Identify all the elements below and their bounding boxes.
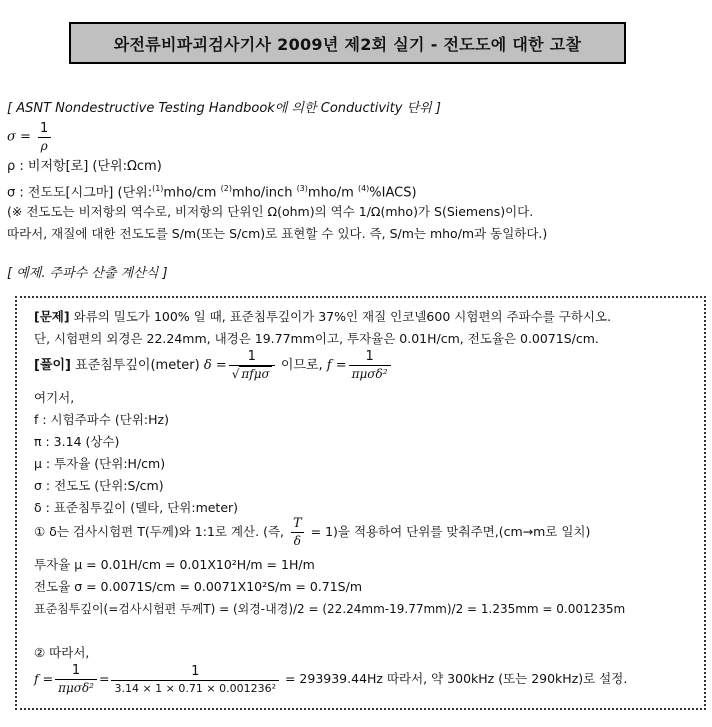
delta-radicand: πfμσ — [241, 367, 270, 381]
delta-fraction — [229, 350, 275, 380]
final-result: = 293939.44Hz 따라서, 약 300kHz (또는 290kHz)로 설정. — [281, 670, 628, 686]
sigma-conversion: 전도율 σ = 0.0071S/cm = 0.0071X10²S/m = 0.71S/m — [34, 579, 363, 594]
solution-mid: 이므로, — [276, 357, 327, 373]
step1-text-a: ① δ는 검사시험편 T(두께)와 1:1로 계산. (즉, — [34, 523, 288, 539]
unit-2: mho/inch — [231, 185, 297, 201]
sigma-definition — [7, 180, 417, 202]
f-fraction — [349, 350, 391, 380]
step1-fraction — [290, 517, 305, 547]
where-label: 여기서, — [34, 390, 75, 405]
sigma-prefix: σ : 전도도[시그마] (단위: — [7, 185, 153, 201]
section1-heading: [ ASNT Nondestructive Testing Handbook에 의한 Conductivity 단위 ] — [7, 101, 441, 116]
page-title: 와전류비파괴검사기사 2009년 제2회 실기 - 전도도에 대한 고찰 — [113, 34, 582, 54]
unit-mark-1: (1) — [152, 184, 164, 193]
unit-mark-3: (3) — [296, 184, 308, 193]
note-line-1: (※ 전도도는 비저항의 역수로, 비저항의 단위인 Ω(ohm)의 역수 1/Ω(mho)가 S(Siemens)이다. — [7, 204, 534, 219]
final-equals: = — [99, 670, 110, 686]
f-numerator: 1 — [365, 349, 374, 364]
def-sigma: σ : 전도도 (단위:S/cm) — [34, 478, 164, 493]
example-box — [15, 296, 706, 710]
def-mu: μ : 투자율 (단위:H/cm) — [34, 456, 166, 471]
final-numerator-1: 1 — [71, 663, 81, 678]
formula-denominator: ρ — [38, 137, 51, 152]
mu-conversion: 투자율 μ = 0.01H/cm = 0.01X10²H/m = 1H/m — [34, 557, 315, 572]
delta-lhs: δ = — [203, 357, 227, 373]
delta-denominator: √ πfμσ — [229, 365, 275, 380]
unit-4: %IACS) — [369, 185, 417, 201]
step1-denominator: δ — [291, 532, 304, 547]
final-denominator-2: 3.14 × 1 × 0.71 × 0.001236² — [111, 680, 279, 694]
problem-line-2: 단, 시험편의 외경은 22.24mm, 내경은 19.77mm이고, 투자율은 0.01H/cm, 전도율은 0.0071S/cm. — [34, 331, 599, 346]
def-delta: δ : 표준침투깊이 (델타, 단위:meter) — [34, 500, 239, 515]
step2-label: ② 따라서, — [34, 645, 90, 660]
depth-calculation: 표준침투깊이(=검사시험편 두께T) = (외경-내경)/2 = (22.24mm-19.77mm)/2 = 1.235mm = 0.001235m — [34, 602, 626, 616]
f-denominator: πμσδ² — [349, 365, 391, 380]
note-line-2: 따라서, 재질에 대한 전도도를 S/m(또는 S/cm)로 표현할 수 있다. 즉, S/m는 mho/m과 동일하다.) — [7, 226, 548, 241]
unit-mark-2: (2) — [220, 184, 232, 193]
solution-label: [풀이] — [34, 357, 71, 373]
rho-definition: ρ : 비저항[로] (단위:Ωcm) — [7, 159, 162, 174]
problem-text: 와류의 밀도가 100% 일 때, 표준침투깊이가 37%인 재질 인코넬600 시험편의 주파수를 구하시오. — [69, 309, 612, 324]
step1-line — [34, 517, 590, 547]
page-title-box — [69, 22, 626, 64]
f-lhs: f = — [326, 357, 347, 373]
final-numerator-2: 1 — [191, 663, 200, 679]
step1-numerator: T — [292, 516, 302, 531]
conductivity-formula — [7, 122, 53, 152]
step1-text-b: = 1)을 적용하여 단위를 맞춰주면,(cm→m로 일치) — [306, 523, 591, 539]
solution-line — [34, 350, 393, 380]
def-f: f : 시험주파수 (단위:Hz) — [34, 412, 169, 427]
def-pi: π : 3.14 (상수) — [34, 434, 120, 449]
final-denominator-1: πμσδ² — [55, 679, 97, 694]
unit-mark-4: (4) — [357, 184, 370, 193]
formula-lhs: σ = — [7, 129, 31, 145]
section2-heading: [ 예제. 주파수 산출 계산식 ] — [7, 266, 168, 281]
problem-line-1 — [34, 308, 611, 326]
delta-numerator: 1 — [247, 349, 256, 364]
final-formula — [34, 664, 627, 694]
final-lhs: f = — [34, 670, 54, 686]
unit-3: mho/m — [307, 185, 358, 201]
unit-1: mho/cm — [163, 185, 221, 201]
formula-numerator: 1 — [40, 121, 49, 136]
solution-text: 표준침투깊이(meter) — [71, 357, 204, 373]
final-fraction-2 — [111, 665, 279, 694]
formula-fraction — [37, 122, 51, 152]
final-fraction-1 — [55, 664, 97, 694]
problem-label: [문제] — [34, 309, 70, 324]
